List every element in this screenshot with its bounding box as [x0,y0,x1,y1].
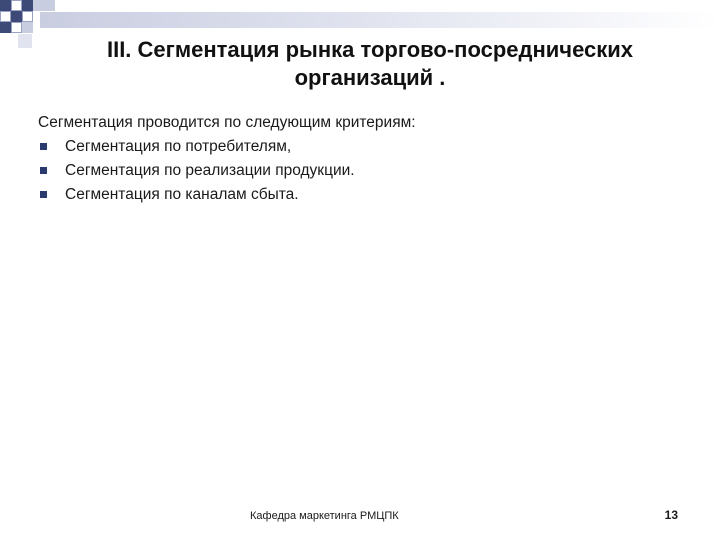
bullet-text: Сегментация по потребителям, [65,138,292,155]
decor-square [0,22,11,33]
page-number: 13 [664,508,678,522]
decor-square [11,0,22,11]
bullet-item [38,135,678,159]
footer-text: Кафедра маркетинга РМЦПК [250,510,399,522]
bullet-text: Сегментация по каналам сбыта. [65,186,299,203]
decor-square [11,11,22,22]
square-bullet-icon [40,167,47,174]
bullet-item [38,159,678,183]
decor-square [33,0,44,11]
decor-square [22,11,33,22]
square-bullet-icon [40,191,47,198]
header-band [40,12,720,28]
decor-block [18,34,32,48]
decor-square [0,0,11,11]
slide-content [38,111,678,207]
slide-title [60,36,680,92]
bullet-list [38,135,678,207]
decor-square [44,0,55,11]
bullet-text: Сегментация по реализации продукции. [65,162,355,179]
bullet-item [38,183,678,207]
intro-text: Сегментация проводится по следующим критериям: [38,114,416,131]
title-line-1: III. Сегментация рынка торгово-посреднических [106,37,634,62]
title-line-2: организаций . [294,65,446,90]
decor-square [0,11,11,22]
square-bullet-icon [40,143,47,150]
decor-square [11,22,22,33]
decor-square [22,22,33,33]
decor-square [22,0,33,11]
